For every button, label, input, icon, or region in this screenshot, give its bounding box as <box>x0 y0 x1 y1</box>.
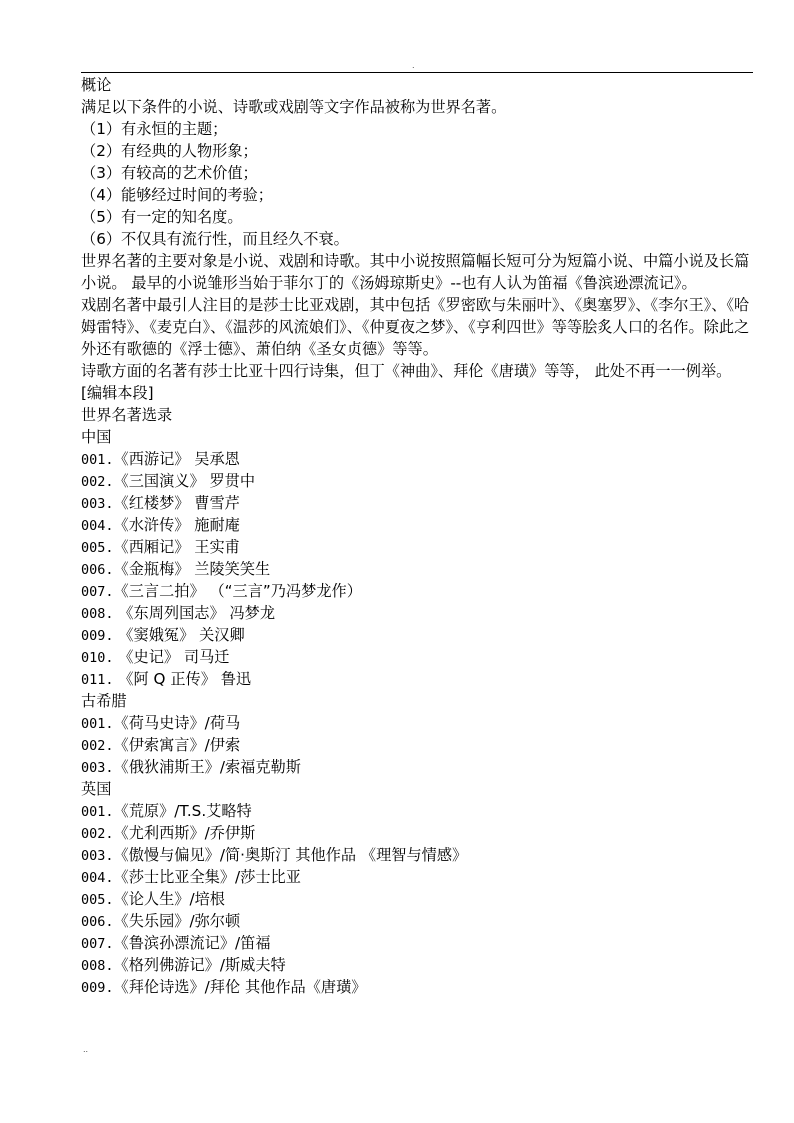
greece-list <box>81 712 753 778</box>
document-body <box>81 74 753 998</box>
item-text: 《荷马史诗》/荷马 <box>113 714 241 732</box>
criteria-item: （5）有一定的知名度。 <box>81 208 243 226</box>
list-item <box>81 822 753 844</box>
item-text: 《鲁滨孙漂流记》/笛福 <box>113 934 271 952</box>
item-text: 《莎士比亚全集》/莎士比亚 <box>113 868 301 886</box>
list-item <box>81 844 753 866</box>
list-item <box>81 646 753 668</box>
item-text: 《伊索寓言》/伊索 <box>113 736 241 754</box>
criteria-list <box>81 118 753 250</box>
list-item <box>81 756 753 778</box>
item-text: 《西厢记》 王实甫 <box>113 538 240 556</box>
item-text: 《尤利西斯》/乔伊斯 <box>113 824 256 842</box>
item-number: 001. <box>81 716 114 732</box>
list-item <box>81 580 753 602</box>
list-item <box>81 954 753 976</box>
item-number: 007. <box>81 584 114 600</box>
list-item <box>81 492 753 514</box>
list-item <box>81 448 753 470</box>
section-title: 概论 <box>81 76 112 94</box>
header-dot: . <box>412 61 415 70</box>
item-text: 《论人生》/培根 <box>113 890 225 908</box>
item-text: 《傲慢与偏见》/简·奥斯汀 其他作品 《理智与情感》 <box>113 846 468 864</box>
item-number: 002. <box>81 738 114 754</box>
britain-heading: 英国 <box>81 780 112 798</box>
item-number: 003. <box>81 496 114 512</box>
item-text: 《史记》 司马迁 <box>113 648 230 666</box>
item-text: 《窦娥冤》 关汉卿 <box>113 626 245 644</box>
item-text: 《俄狄浦斯王》/索福克勒斯 <box>113 758 301 776</box>
item-number: 007. <box>81 936 114 952</box>
list-item <box>81 602 753 624</box>
list-item <box>81 712 753 734</box>
list-item <box>81 910 753 932</box>
item-text: 《三国演义》 罗贯中 <box>113 472 256 490</box>
item-text: 《水浒传》 施耐庵 <box>113 516 240 534</box>
greece-heading: 古希腊 <box>81 692 127 710</box>
item-text: 《红楼梦》 曹雪芹 <box>113 494 240 512</box>
britain-list <box>81 800 753 998</box>
footer-dots: .. <box>83 1045 89 1054</box>
item-number: 005. <box>81 540 114 556</box>
list-item <box>81 888 753 910</box>
list-item <box>81 536 753 558</box>
list-item <box>81 624 753 646</box>
item-number: 001. <box>81 804 114 820</box>
item-number: 011. <box>81 672 114 688</box>
criteria-item: （4）能够经过时间的考验； <box>81 186 273 204</box>
item-text: 《金瓶梅》 兰陵笑笑生 <box>113 560 271 578</box>
item-number: 004. <box>81 870 114 886</box>
item-text: 《东周列国志》 冯梦龙 <box>113 604 276 622</box>
list-item <box>81 514 753 536</box>
item-text: 《荒原》/T.S.艾略特 <box>113 802 252 820</box>
drama-paragraph: 戏剧名著中最引人注目的是莎士比亚戏剧，其中包括《罗密欧与朱丽叶》、《奥塞罗》、《李尔王》、《哈姆雷特》、《麦克白》、《温莎的风流娘们》、《仲夏夜之梦》、《亨利四世》等等脍炙人口的名作。除此之外还有歌德的《浮士德》、萧伯纳《圣女贞德》等等。 <box>81 296 750 358</box>
item-number: 004. <box>81 518 114 534</box>
item-text: 《西游记》 吴承恩 <box>113 450 240 468</box>
list-title: 世界名著选录 <box>81 406 173 424</box>
china-list <box>81 448 753 690</box>
item-number: 006. <box>81 914 114 930</box>
item-number: 002. <box>81 826 114 842</box>
item-text: 《三言二拍》 （“三言”乃冯梦龙作） <box>113 582 362 600</box>
item-number: 009. <box>81 628 114 644</box>
criteria-item: （2）有经典的人物形象； <box>81 142 258 160</box>
list-item <box>81 800 753 822</box>
edit-section-link[interactable]: [编辑本段] <box>81 384 154 402</box>
header-rule <box>81 72 753 73</box>
list-item <box>81 734 753 756</box>
list-item <box>81 668 753 690</box>
item-text: 《失乐园》/弥尔顿 <box>113 912 241 930</box>
list-item <box>81 558 753 580</box>
item-number: 005. <box>81 892 114 908</box>
china-heading: 中国 <box>81 428 112 446</box>
criteria-item: （6）不仅具有流行性，而且经久不衰。 <box>81 230 349 248</box>
item-number: 006. <box>81 562 114 578</box>
item-text: 《拜伦诗选》/拜伦 其他作品《唐璜》 <box>113 978 367 996</box>
item-text: 《格列佛游记》/斯威夫特 <box>113 956 286 974</box>
item-number: 008. <box>81 958 114 974</box>
novel-paragraph: 世界名著的主要对象是小说、戏剧和诗歌。其中小说按照篇幅长短可分为短篇小说、中篇小说及长篇小说。 最早的小说雏形当始于菲尔丁的《汤姆琼斯史》--也有人认为笛福《鲁滨逊漂流记》。 <box>81 252 750 292</box>
item-text: 《阿 Q 正传》 鲁迅 <box>113 670 252 688</box>
list-item <box>81 470 753 492</box>
list-item <box>81 866 753 888</box>
item-number: 008. <box>81 606 114 622</box>
item-number: 003. <box>81 760 114 776</box>
poetry-paragraph: 诗歌方面的名著有莎士比亚十四行诗集，但丁《神曲》、拜伦《唐璜》等等， 此处不再一一例举。 <box>81 362 732 380</box>
item-number: 009. <box>81 980 114 996</box>
item-number: 010. <box>81 650 114 666</box>
list-item <box>81 932 753 954</box>
item-number: 003. <box>81 848 114 864</box>
list-item <box>81 976 753 998</box>
criteria-item: （3）有较高的艺术价值； <box>81 164 258 182</box>
item-number: 001. <box>81 452 114 468</box>
intro-paragraph: 满足以下条件的小说、诗歌或戏剧等文字作品被称为世界名著。 <box>81 98 507 116</box>
item-number: 002. <box>81 474 114 490</box>
criteria-item: （1）有永恒的主题； <box>81 120 228 138</box>
